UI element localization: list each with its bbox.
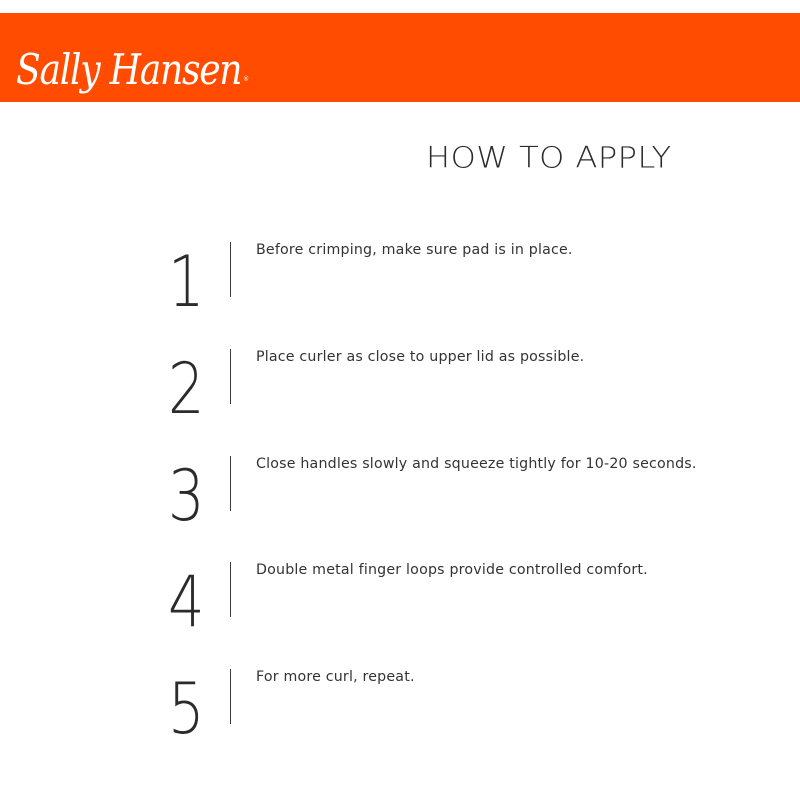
step-5 (0, 669, 800, 749)
step-text: Double metal finger loops provide controlled comfort. (256, 562, 648, 578)
page-title: HOW TO APPLY (426, 140, 672, 175)
step-text: Close handles slowly and squeeze tightly for 10-20 seconds. (256, 456, 697, 472)
step-text: Place curler as close to upper lid as possible. (256, 349, 585, 365)
step-number: 5 (168, 668, 205, 750)
step-1 (0, 242, 800, 322)
registered-mark: ® (242, 75, 250, 83)
step-3 (0, 456, 800, 536)
sally-hansen-logo (16, 31, 250, 94)
step-divider (230, 456, 231, 511)
brand-banner (0, 13, 800, 102)
step-number: 1 (168, 241, 205, 323)
step-4 (0, 562, 800, 642)
step-2 (0, 349, 800, 429)
step-text: Before crimping, make sure pad is in place. (256, 242, 573, 258)
step-divider (230, 669, 231, 724)
step-number: 4 (168, 561, 205, 643)
step-text: For more curl, repeat. (256, 669, 415, 685)
step-divider (230, 349, 231, 404)
step-divider (230, 242, 231, 297)
step-divider (230, 562, 231, 617)
logo-text: Sally Hansen (16, 45, 242, 94)
step-number: 2 (168, 348, 205, 430)
step-number: 3 (168, 455, 205, 537)
